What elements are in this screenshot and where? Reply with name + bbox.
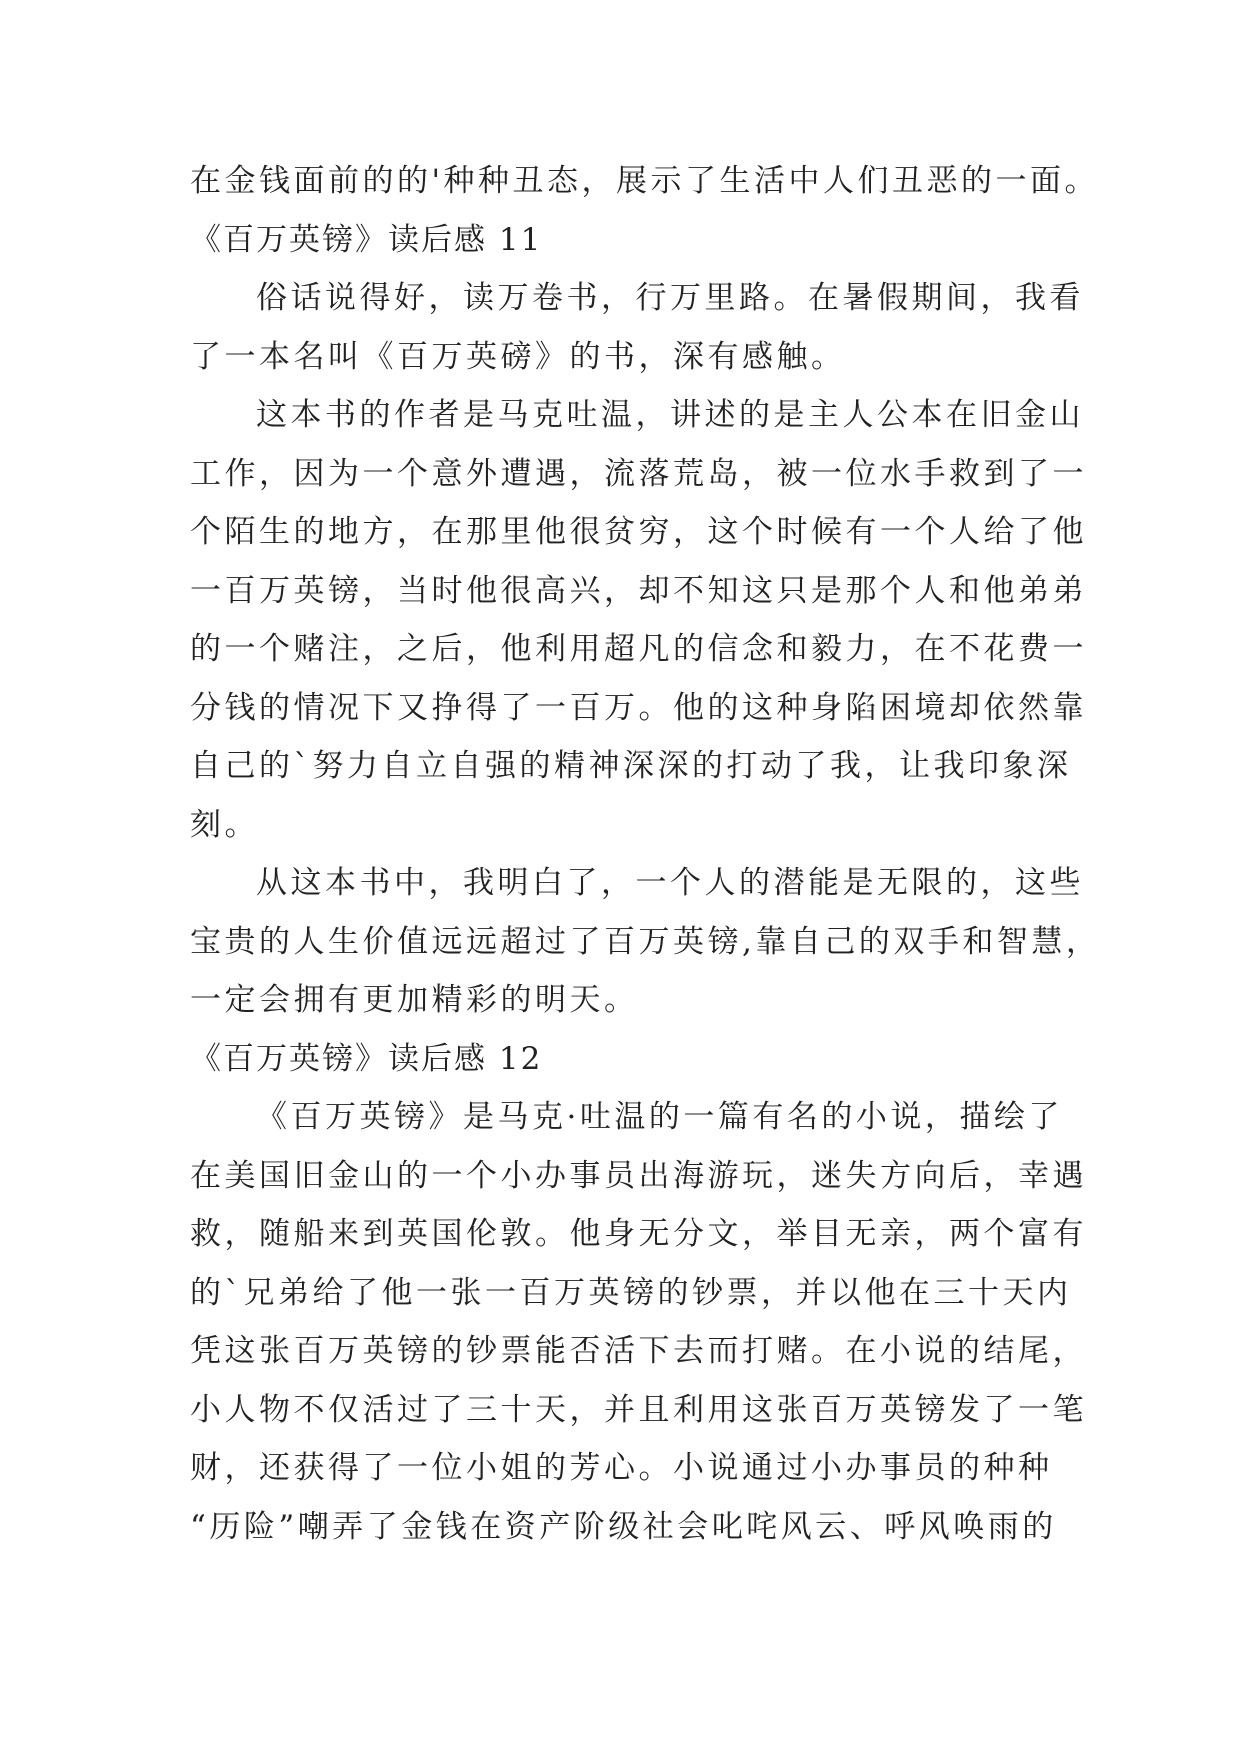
section-heading: 《百万英镑》读后感 11: [190, 221, 543, 258]
text-line: 了一本名叫《百万英磅》的书，深有感触。: [190, 338, 846, 375]
text-line: 分钱的情况下又挣得了一百万。他的这种身陷困境却依然靠: [190, 689, 1087, 726]
text-line: 小人物不仅活过了三十天，并且利用这张百万英镑发了一笔: [190, 1391, 1087, 1428]
text-line: 这本书的作者是马克吐温，讲述的是主人公本在旧金山: [256, 397, 1084, 433]
text-line: 在美国旧金山的一个小办事员出海游玩，迷失方向后，幸遇: [190, 1157, 1087, 1194]
text-line: “历险”嘲弄了金钱在资产阶级社会叱咤风云、呼风唤雨的: [190, 1508, 1057, 1545]
text-line: 一百万英镑，当时他很高兴，却不知这只是那个人和他弟弟: [190, 572, 1087, 609]
text-line: 在金钱面前的的'种种丑态，展示了生活中人们丑恶的一面。: [190, 163, 1100, 199]
text-line: 的`兄弟给了他一张一百万英镑的钞票，并以他在三十天内: [190, 1274, 1072, 1311]
text-line: 《百万英镑》是马克·吐温的一篇有名的小说，描绘了: [256, 1099, 1063, 1135]
text-line: 的一个赌注，之后，他利用超凡的信念和毅力，在不花费一: [190, 631, 1087, 667]
text-line: 个陌生的地方，在那里他很贫穷，这个时候有一个人给了他: [190, 514, 1087, 550]
text-line: 刻。: [190, 806, 259, 843]
text-line: 宝贵的人生价值远远超过了百万英镑,靠自己的双手和智慧，: [190, 923, 1101, 960]
text-line: 救，随船来到英国伦敦。他身无分文，举目无亲，两个富有: [190, 1216, 1087, 1252]
text-line: 工作，因为一个意外遭遇，流落荒岛，被一位水手救到了一: [190, 455, 1087, 492]
document-body: [190, 152, 1101, 1556]
text-line: 凭这张百万英镑的钞票能否活下去而打赌。在小说的结尾，: [190, 1333, 1087, 1369]
text-line: 一定会拥有更加精彩的明天。: [190, 982, 639, 1018]
section-heading: 《百万英镑》读后感 12: [190, 1040, 543, 1077]
text-line: 俗话说得好，读万卷书，行万里路。在暑假期间，我看: [256, 280, 1084, 316]
text-line: 自己的`努力自立自强的精神深深的打动了我，让我印象深: [190, 748, 1072, 784]
text-line: 财，还获得了一位小姐的芳心。小说通过小办事员的种种: [190, 1450, 1053, 1486]
text-line: 从这本书中，我明白了，一个人的潜能是无限的，这些: [256, 865, 1084, 901]
